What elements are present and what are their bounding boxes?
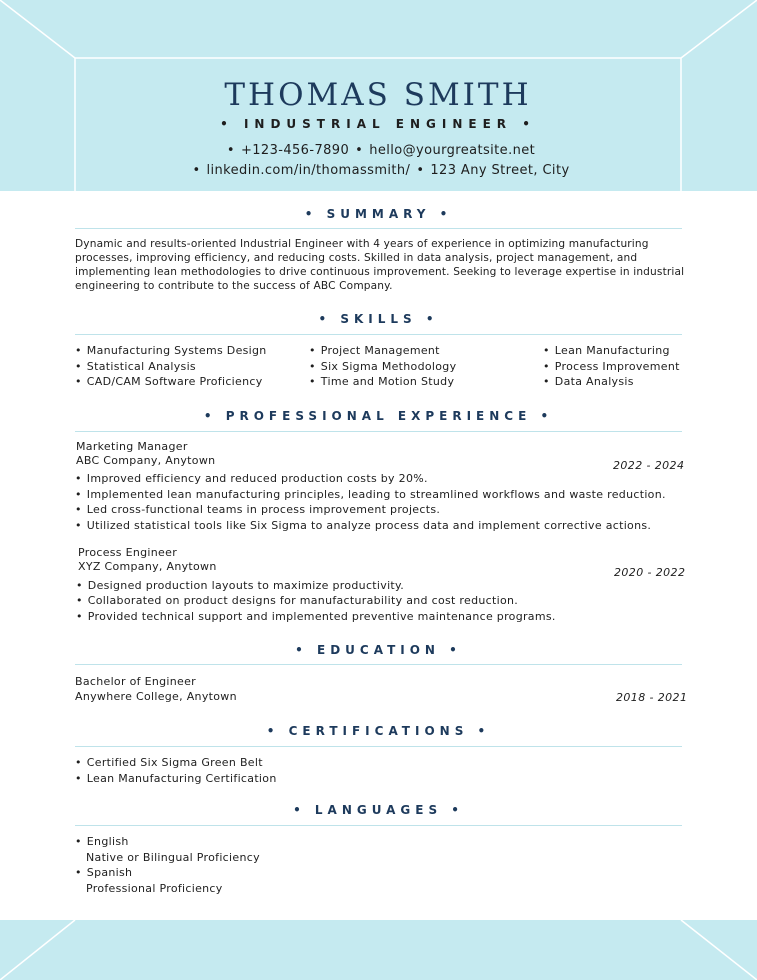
skill-item: • Project Management	[309, 344, 440, 358]
certification-item: • Certified Six Sigma Green Belt	[75, 756, 263, 770]
degree: Bachelor of Engineer	[75, 675, 196, 688]
phone: +123-456-7890	[240, 143, 350, 158]
job-bullet: • Led cross-functional teams in process improvement projects.	[75, 503, 440, 517]
skill-item: • Process Improvement	[543, 360, 680, 374]
education-dates: 2018 - 2021	[616, 691, 688, 704]
job-title: Marketing Manager	[76, 440, 188, 453]
language-level: Native or Bilingual Proficiency	[86, 851, 260, 864]
job-bullet: • Implemented lean manufacturing principles, leading to streamlined workflows and waste reduction.	[75, 488, 666, 502]
candidate-name: THOMAS SMITH	[224, 77, 532, 113]
skill-item: • Manufacturing Systems Design	[75, 344, 267, 358]
languages-heading: • LANGUAGES •	[293, 803, 464, 817]
contact-line-1	[75, 142, 681, 159]
job-company: ABC Company, Anytown	[76, 454, 216, 467]
divider	[75, 228, 682, 229]
certifications-heading: • CERTIFICATIONS •	[266, 724, 491, 738]
summary-text: Dynamic and results-oriented Industrial Engineer with 4 years of experience in optimizing manufacturing processes, improving efficiency, and reducing costs. Skilled in data analysis, project management, and implementing lean methodologies to drive continuous improvement. Seeking to leverage expertise in industrial engineering to contribute to the success of ABC Company.	[75, 238, 685, 292]
skill-item: • Six Sigma Methodology	[309, 360, 456, 374]
job-dates: 2020 - 2022	[614, 566, 686, 579]
divider	[75, 334, 682, 335]
language-level: Professional Proficiency	[86, 882, 223, 895]
separator: •	[226, 143, 235, 158]
separator: •	[355, 143, 364, 158]
divider	[75, 664, 682, 665]
job-title: Process Engineer	[78, 546, 178, 559]
job-company: XYZ Company, Anytown	[78, 560, 217, 573]
skill-item: • Time and Motion Study	[309, 375, 454, 389]
job-role: • INDUSTRIAL ENGINEER •	[220, 117, 536, 131]
skill-item: • Data Analysis	[543, 375, 634, 389]
skill-item: • Lean Manufacturing	[543, 344, 670, 358]
separator: •	[416, 163, 425, 178]
summary-heading: • SUMMARY •	[304, 207, 453, 221]
school: Anywhere College, Anytown	[75, 690, 237, 703]
experience-heading: • PROFESSIONAL EXPERIENCE •	[203, 409, 554, 423]
skill-item: • CAD/CAM Software Proficiency	[75, 375, 263, 389]
separator: •	[192, 163, 201, 178]
certification-item: • Lean Manufacturing Certification	[75, 772, 277, 786]
job-bullet: • Collaborated on product designs for manufacturability and cost reduction.	[76, 594, 518, 608]
job-bullet: • Improved efficiency and reduced production costs by 20%.	[75, 472, 428, 486]
education-heading: • EDUCATION •	[295, 643, 462, 657]
job-bullet: • Provided technical support and implemented preventive maintenance programs.	[76, 610, 556, 624]
contact-line-2	[75, 162, 681, 179]
divider	[75, 746, 682, 747]
skills-heading: • SKILLS •	[318, 312, 439, 326]
job-bullet: • Utilized statistical tools like Six Sigma to analyze process data and implement corrective actions.	[75, 519, 651, 533]
job-dates: 2022 - 2024	[613, 459, 685, 472]
linkedin[interactable]: linkedin.com/in/thomassmith/	[206, 163, 411, 178]
language-name: • English	[75, 835, 129, 849]
email[interactable]: hello@yourgreatsite.net	[369, 143, 536, 158]
divider	[75, 825, 682, 826]
job-bullet: • Designed production layouts to maximize productivity.	[76, 579, 404, 593]
language-name: • Spanish	[75, 866, 132, 880]
divider	[75, 431, 682, 432]
address: 123 Any Street, City	[430, 163, 570, 178]
skill-item: • Statistical Analysis	[75, 360, 196, 374]
resume-header	[75, 58, 681, 191]
